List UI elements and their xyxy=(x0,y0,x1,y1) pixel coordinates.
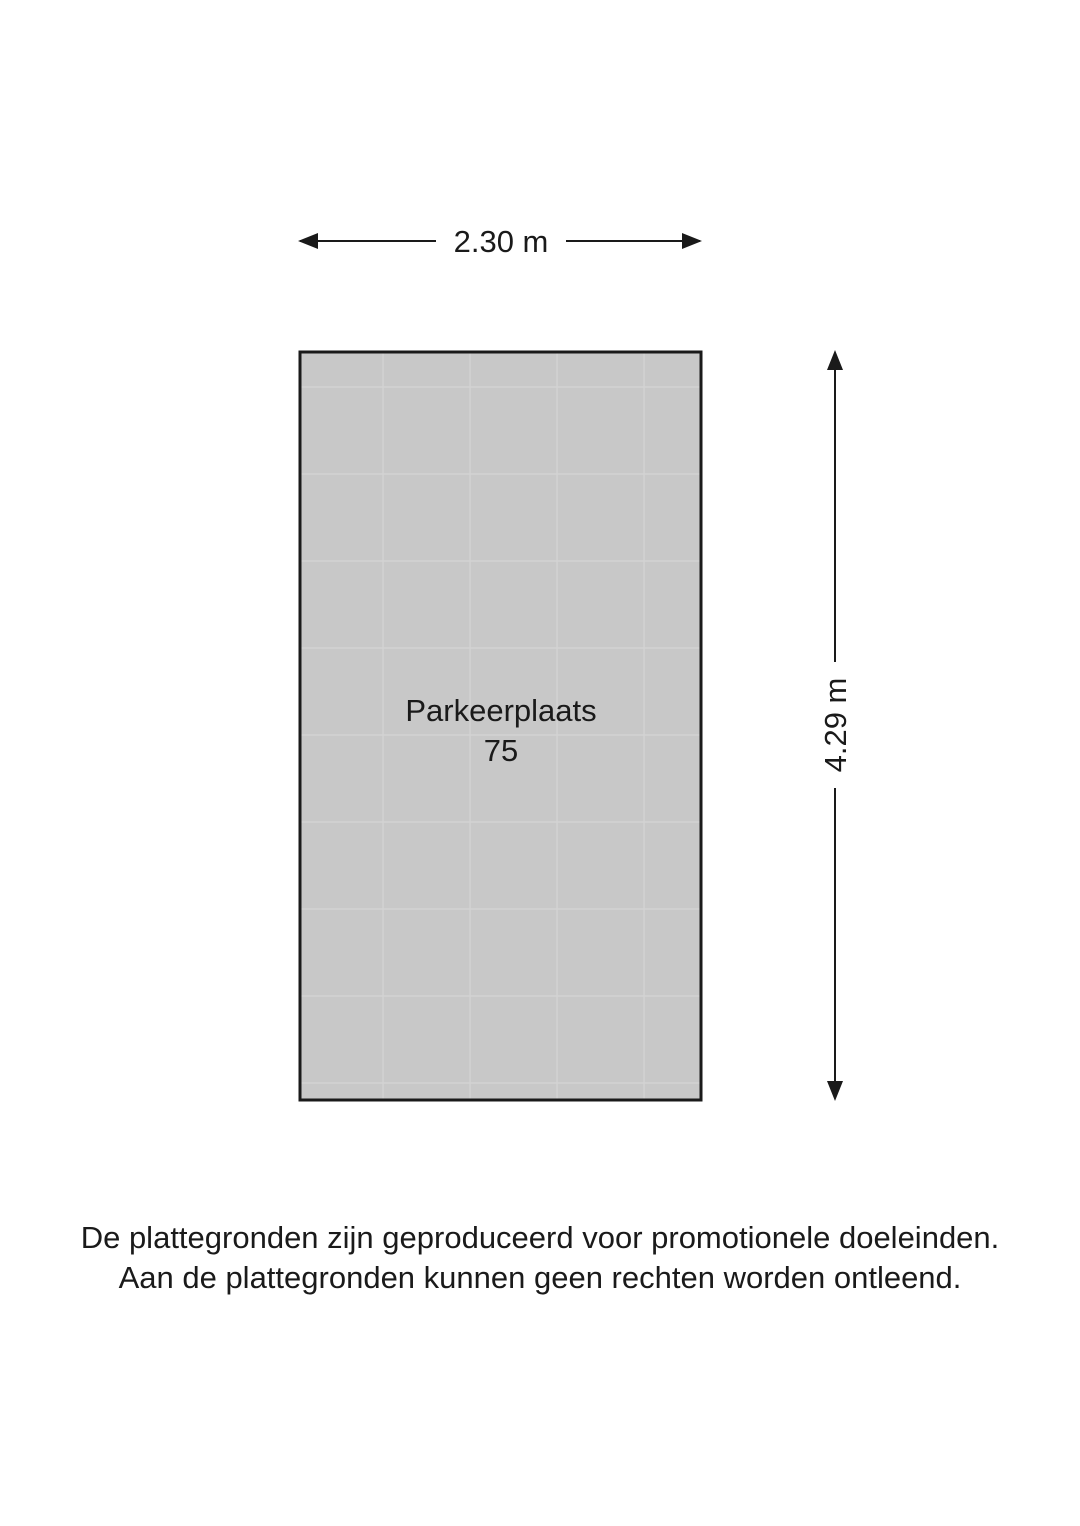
height-arrow-bottom-icon xyxy=(827,1081,843,1101)
width-label: 2.30 m xyxy=(453,224,549,259)
disclaimer-line-2: Aan de plattegronden kunnen geen rechten worden ontleend. xyxy=(118,1260,962,1295)
room-name: Parkeerplaats xyxy=(405,693,597,728)
room-parkeerplaats xyxy=(300,352,701,1100)
width-dimension xyxy=(298,224,702,259)
width-arrow-left-icon xyxy=(298,233,318,249)
height-dimension xyxy=(818,350,853,1101)
width-arrow-right-icon xyxy=(682,233,702,249)
room-number: 75 xyxy=(483,733,519,768)
height-label: 4.29 m xyxy=(818,677,853,773)
height-arrow-top-icon xyxy=(827,350,843,370)
disclaimer xyxy=(0,1218,1080,1298)
disclaimer-line-1: De plattegronden zijn geproduceerd voor promotionele doeleinden. xyxy=(80,1220,1000,1255)
